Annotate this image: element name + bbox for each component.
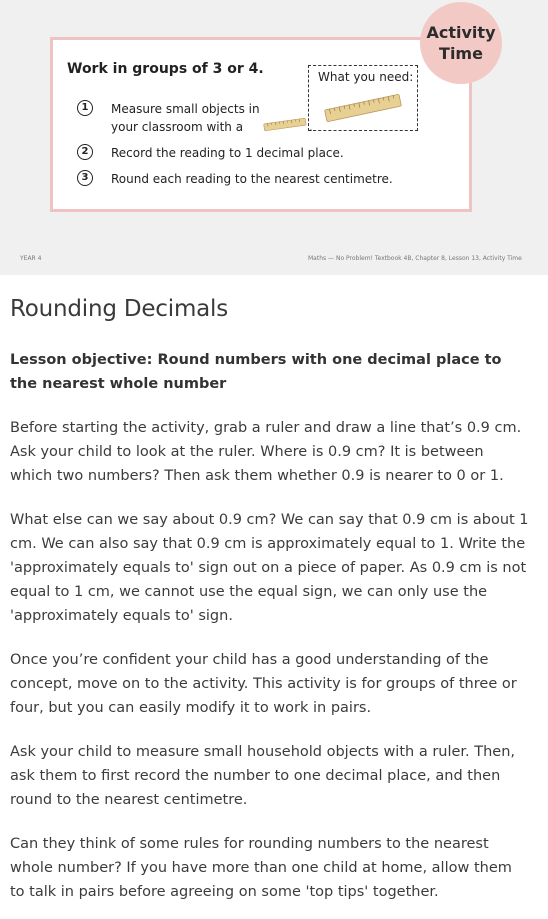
slide-footer-source: Maths — No Problem! Textbook 4B, Chapter 8, Lesson 13, Activity Time	[308, 255, 522, 262]
step-text: Record the reading to 1 decimal place.	[111, 146, 344, 160]
lesson-objective: Lesson objective: Round numbers with one decimal place to the nearest whole number	[10, 352, 502, 392]
slide-footer-year: YEAR 4	[20, 255, 42, 262]
paragraph: Can they think of some rules for rounding numbers to the nearest whole number? If you have more than one child at home, allow them to talk in pairs before agreeing on some 'top tips' together.	[10, 836, 512, 900]
paragraph: Before starting the activity, grab a ruler and draw a line that’s 0.9 cm. Ask your child to look at the ruler. Where is 0.9 cm? It is between which two numbers? Then ask them whether 0.9 is nearer to 0 or 1.	[10, 420, 522, 484]
step-number: 1	[77, 100, 93, 116]
step-3	[77, 170, 397, 188]
activity-card	[50, 37, 472, 212]
step-trailing-period: .	[309, 120, 313, 134]
step-number: 2	[77, 144, 93, 160]
step-1	[77, 100, 397, 136]
paragraph: Ask your child to measure small household objects with a ruler. Then, ask them to first record the number to one decimal place, and then round to the nearest centimetre.	[10, 744, 516, 808]
what-you-need-label: What you need:	[318, 70, 414, 84]
paragraph: Once you’re confident your child has a good understanding of the concept, move on to the activity. This activity is for groups of three or four, but you can easily modify it to work in pairs.	[10, 652, 517, 716]
ruler-icon	[263, 118, 307, 132]
badge-line1: Activity	[426, 23, 496, 42]
step-text-line2: your classroom with a	[111, 120, 244, 134]
step-2	[77, 144, 397, 162]
badge-line2: Time	[439, 44, 483, 63]
activity-time-badge	[420, 2, 502, 84]
activity-slide-image	[0, 0, 548, 275]
step-text: Measure small objects in	[111, 102, 260, 116]
step-number: 3	[77, 170, 93, 186]
paragraph: What else can we say about 0.9 cm? We can say that 0.9 cm is about 1 cm. We can also say that 0.9 cm is approximately equal to 1. Write the 'approximately equals to' sign out on a piece of paper. As 0.9 cm is not equal to 1 cm, we cannot use the equal sign, we can only use the 'approximately equals to' sign.	[10, 512, 529, 624]
step-text: Round each reading to the nearest centimetre.	[111, 172, 393, 186]
article	[10, 296, 530, 900]
card-title: Work in groups of 3 or 4.	[67, 61, 264, 77]
article-title: Rounding Decimals	[10, 296, 229, 322]
